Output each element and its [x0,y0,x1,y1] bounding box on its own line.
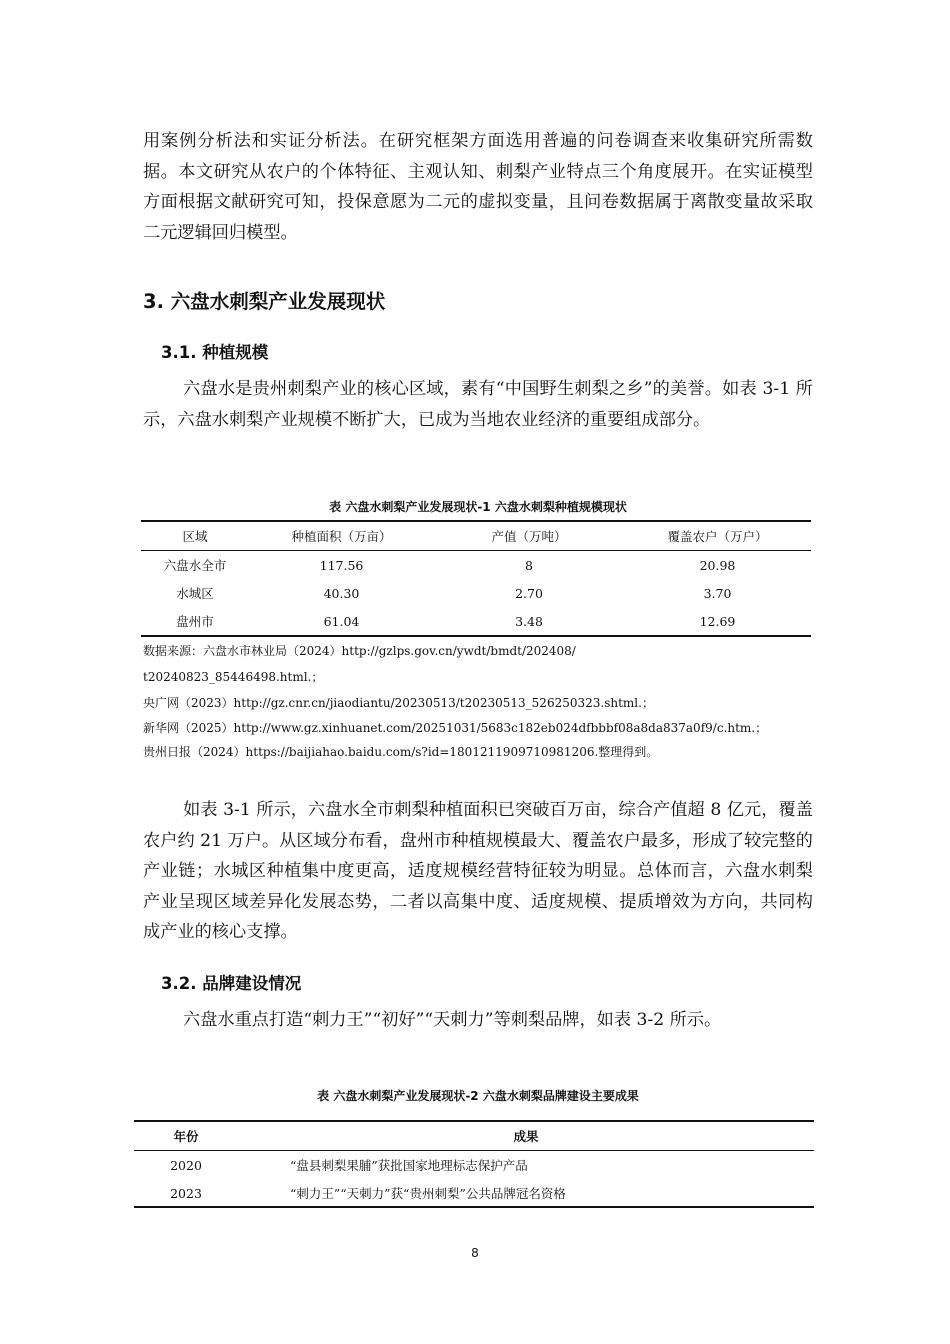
table-2-bottom-rule [134,1206,814,1208]
table-2-caption: 表 六盘水刺梨产业发展现状-2 六盘水刺梨品牌建设主要成果 [317,1089,639,1103]
table-cell: 20.98 [699,557,736,573]
table-cell: 117.56 [319,557,364,573]
table-cell: 2.70 [515,585,543,601]
table-cell: “盘县刺梨果脯”获批国家地理标志保护产品 [290,1158,528,1173]
table-cell: 盘州市 [176,614,214,629]
source-line-3: 央广网（2023）http://gz.cnr.cn/jiaodiantu/20230513/t20230513_526250323.shtml.； [143,696,654,710]
table-1-header-row [141,522,811,551]
table-2-header-row [134,1122,814,1151]
table-cell: 水城区 [176,586,214,601]
section-3-1-paragraph [143,374,813,435]
table-cell: 61.04 [323,613,360,629]
table-cell: 六盘水全市 [163,558,227,573]
table-cell: 2023 [170,1185,202,1201]
table-row [141,551,811,580]
table-2-header-year: 年份 [173,1129,199,1144]
section-3-2-heading: 3.2. 品牌建设情况 [161,974,302,993]
analysis-paragraph [143,795,813,948]
table-cell: 3.48 [515,613,543,629]
table-1-bottom-rule [141,635,811,637]
table-row [134,1151,814,1180]
table-1-header-region: 区域 [182,529,208,544]
table-cell: “刺力王”“天刺力”获“贵州刺梨”公共品牌冠名资格 [290,1186,566,1201]
table-1-caption: 表 六盘水刺梨产业发展现状-1 六盘水刺梨种植规模现状 [329,500,627,514]
section-3-1-text: 六盘水是贵州刺梨产业的核心区域，素有“中国野生刺梨之乡”的美誉。如表 3-1 所示，六盘水刺梨产业规模不断扩大，已成为当地农业经济的重要组成部分。 [143,379,813,430]
table-1-header-area: 种植面积（万亩） [291,529,392,544]
table-1-header-households: 覆盖农户（万户） [667,529,768,544]
table-cell: 8 [525,557,533,573]
table-row [141,579,811,607]
table-1-header-output: 产值（万吨） [491,529,567,544]
section-3-2-text: 六盘水重点打造“刺力王”“初好”“天刺力”等刺梨品牌，如表 3-2 所示。 [183,1010,722,1030]
section-3-1-heading: 3.1. 种植规模 [161,343,269,362]
table-cell: 2020 [170,1157,202,1173]
table-cell: 12.69 [699,613,736,629]
table-row [141,607,811,635]
source-line-2: t20240823_85446498.html.； [143,670,324,684]
source-line-1: 数据来源：六盘水市林业局（2024）http://gzlps.gov.cn/ywdt/bmdt/202408/ [143,644,576,658]
analysis-text: 如表 3-1 所示，六盘水全市刺梨种植面积已突破百万亩，综合产值超 8 亿元，覆盖农户约 21 万户。从区域分布看，盘州市种植规模最大、覆盖农户最多，形成了较完整的产业链；水城区种植集中度更高，适度规模经营特征较为明显。总体而言，六盘水刺梨产业呈现区域差异化发展态势，二者以高集中度、适度规模、提质增效为方向，共同构成产业的核心支撑。 [143,800,813,942]
section-3-heading: 3. 六盘水刺梨产业发展现状 [143,290,386,313]
table-1 [141,522,811,635]
table-2 [134,1122,814,1207]
table-cell: 40.30 [323,585,360,601]
section-3-2-paragraph [143,1005,813,1036]
intro-paragraph: 用案例分析法和实证分析法。在研究框架方面选用普遍的问卷调查来收集研究所需数据。本文研究从农户的个体特征、主观认知、刺梨产业特点三个角度展开。在实证模型方面根据文献研究可知，投保意愿为二元的虚拟变量，且问卷数据属于离散变量故采取二元逻辑回归模型。 [143,131,813,243]
page-number: 8 [471,1246,479,1260]
table-row [134,1179,814,1207]
table-2-header-result: 成果 [513,1129,539,1144]
table-cell: 3.70 [703,585,732,601]
source-line-5: 贵州日报（2024）https://baijiahao.baidu.com/s?id=1801211909710981206.整理得到。 [143,745,659,759]
source-line-4: 新华网（2025）http://www.gz.xinhuanet.com/20251031/5683c182eb024dfbbbf08a8da837a0f9/c.htm.； [143,721,768,735]
